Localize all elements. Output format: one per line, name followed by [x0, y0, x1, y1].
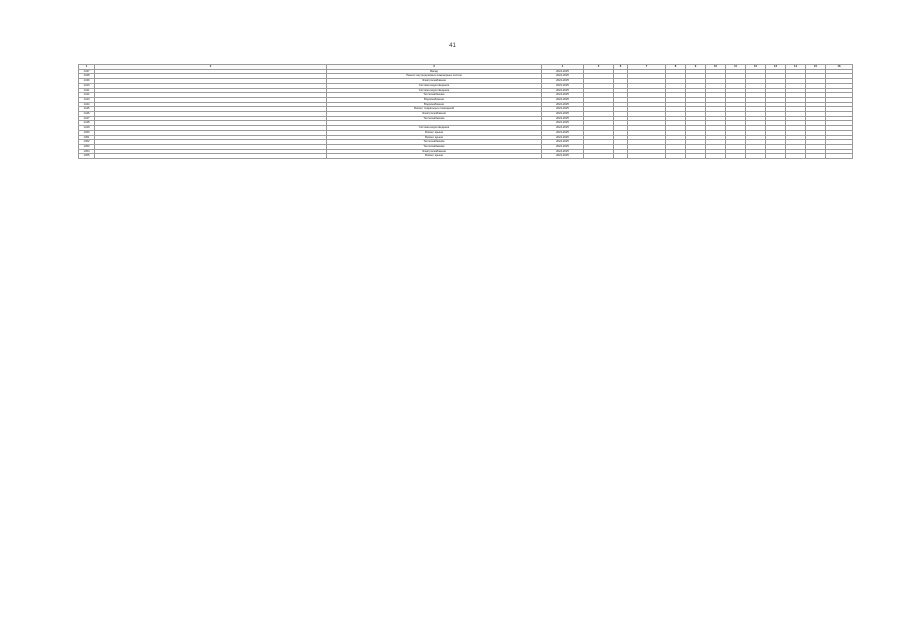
cell-id: 1444 — [79, 102, 95, 107]
cell-b — [628, 154, 666, 159]
program-table — [78, 64, 853, 159]
column-number-cell: 9 — [686, 65, 706, 70]
cell-period: 2024-2025 — [542, 83, 584, 88]
cell-work: Теплоснабжение — [327, 93, 542, 98]
cell-id: 1454 — [79, 149, 95, 154]
cell-period: 2024-2025 — [542, 74, 584, 79]
cell-d — [686, 154, 706, 159]
column-number-cell: 12 — [746, 65, 766, 70]
cell-work: Система водоотведения — [327, 126, 542, 131]
column-number-cell: 16 — [826, 65, 853, 70]
cell-work: Водоснабжение — [327, 97, 542, 102]
cell-period: 2024-2025 — [542, 102, 584, 107]
cell-period: 2024-2025 — [542, 107, 584, 112]
cell-extra — [826, 154, 853, 159]
column-number-cell: 14 — [786, 65, 806, 70]
cell-id: 1451 — [79, 135, 95, 140]
cell-id: 1448 — [79, 121, 95, 126]
cell-id: 1450 — [79, 130, 95, 135]
cell-period: 2024-2025 — [542, 140, 584, 145]
cell-address — [95, 154, 327, 159]
column-number-cell: 3 — [327, 65, 542, 70]
cell-e — [706, 154, 726, 159]
cell-period: 2024-2025 — [542, 130, 584, 135]
column-number-cell: 4 — [542, 65, 584, 70]
cell-f — [726, 154, 746, 159]
table-row — [79, 154, 853, 159]
column-number-cell: 15 — [806, 65, 826, 70]
cell-cost — [584, 154, 614, 159]
column-number-cell: 6 — [614, 65, 628, 70]
cell-period: 2024-2025 — [542, 79, 584, 84]
cell-work: Ремонт крыши — [327, 135, 542, 140]
cell-id: 1447 — [79, 116, 95, 121]
cell-id: 1449 — [79, 126, 95, 131]
column-number-cell: 7 — [628, 65, 666, 70]
cell-g — [746, 154, 766, 159]
cell-period: 2024-2025 — [542, 112, 584, 117]
cell-work: Ремонт крыши — [327, 130, 542, 135]
cell-work: Электроснабжение — [327, 79, 542, 84]
cell-work: Теплоснабжение — [327, 140, 542, 145]
page-number: 41 — [449, 43, 456, 49]
cell-period: 2024-2025 — [542, 121, 584, 126]
cell-c — [666, 154, 686, 159]
column-number-cell: 13 — [766, 65, 786, 70]
cell-work: Теплоснабжение — [327, 144, 542, 149]
cell-id: 1440 — [79, 83, 95, 88]
cell-period: 2024-2025 — [542, 88, 584, 93]
cell-id: 1443 — [79, 97, 95, 102]
cell-i — [786, 154, 806, 159]
column-number-cell: 10 — [706, 65, 726, 70]
cell-id: 1441 — [79, 88, 95, 93]
column-number-cell: 5 — [584, 65, 614, 70]
cell-id: 1438 — [79, 74, 95, 79]
cell-work: Электроснабжение — [327, 112, 542, 117]
cell-period: 2024-2025 — [542, 126, 584, 131]
cell-id: 1445 — [79, 107, 95, 112]
column-number-cell: 8 — [666, 65, 686, 70]
cell-id: 1437 — [79, 69, 95, 74]
cell-id: 1452 — [79, 140, 95, 145]
cell-j — [806, 154, 826, 159]
column-number-cell: 2 — [95, 65, 327, 70]
column-number-cell: 11 — [726, 65, 746, 70]
column-number-cell: 1 — [79, 65, 95, 70]
cell-work: Теплоснабжение — [327, 116, 542, 121]
cell-id: 1446 — [79, 112, 95, 117]
cell-work: Водоснабжение — [327, 102, 542, 107]
cell-id: 1442 — [79, 93, 95, 98]
cell-h — [766, 154, 786, 159]
cell-work: Электроснабжение — [327, 149, 542, 154]
program-table-sheet — [78, 64, 841, 159]
cell-id: 1439 — [79, 79, 95, 84]
cell-period: 2024-2025 — [542, 135, 584, 140]
cell-period: 2024-2025 — [542, 144, 584, 149]
cell-id: 1455 — [79, 154, 95, 159]
cell-work: Ремонт подвальных помещений — [327, 107, 542, 112]
cell-work: Фасад — [327, 69, 542, 74]
cell-work: Система водоотведения — [327, 88, 542, 93]
cell-period: 2024-2025 — [542, 116, 584, 121]
cell-work: Ремонт крыши — [327, 154, 542, 159]
cell-work: Ремонт внутридомовых инженерных систем — [327, 74, 542, 79]
cell-period: 2024-2025 — [542, 97, 584, 102]
cell-work: Система водоотведения — [327, 83, 542, 88]
cell-period: 2024-2025 — [542, 69, 584, 74]
cell-period: 2024-2025 — [542, 93, 584, 98]
cell-period: 2024-2025 — [542, 154, 584, 159]
cell-a — [614, 154, 628, 159]
cell-period: 2024-2025 — [542, 149, 584, 154]
cell-id: 1453 — [79, 144, 95, 149]
